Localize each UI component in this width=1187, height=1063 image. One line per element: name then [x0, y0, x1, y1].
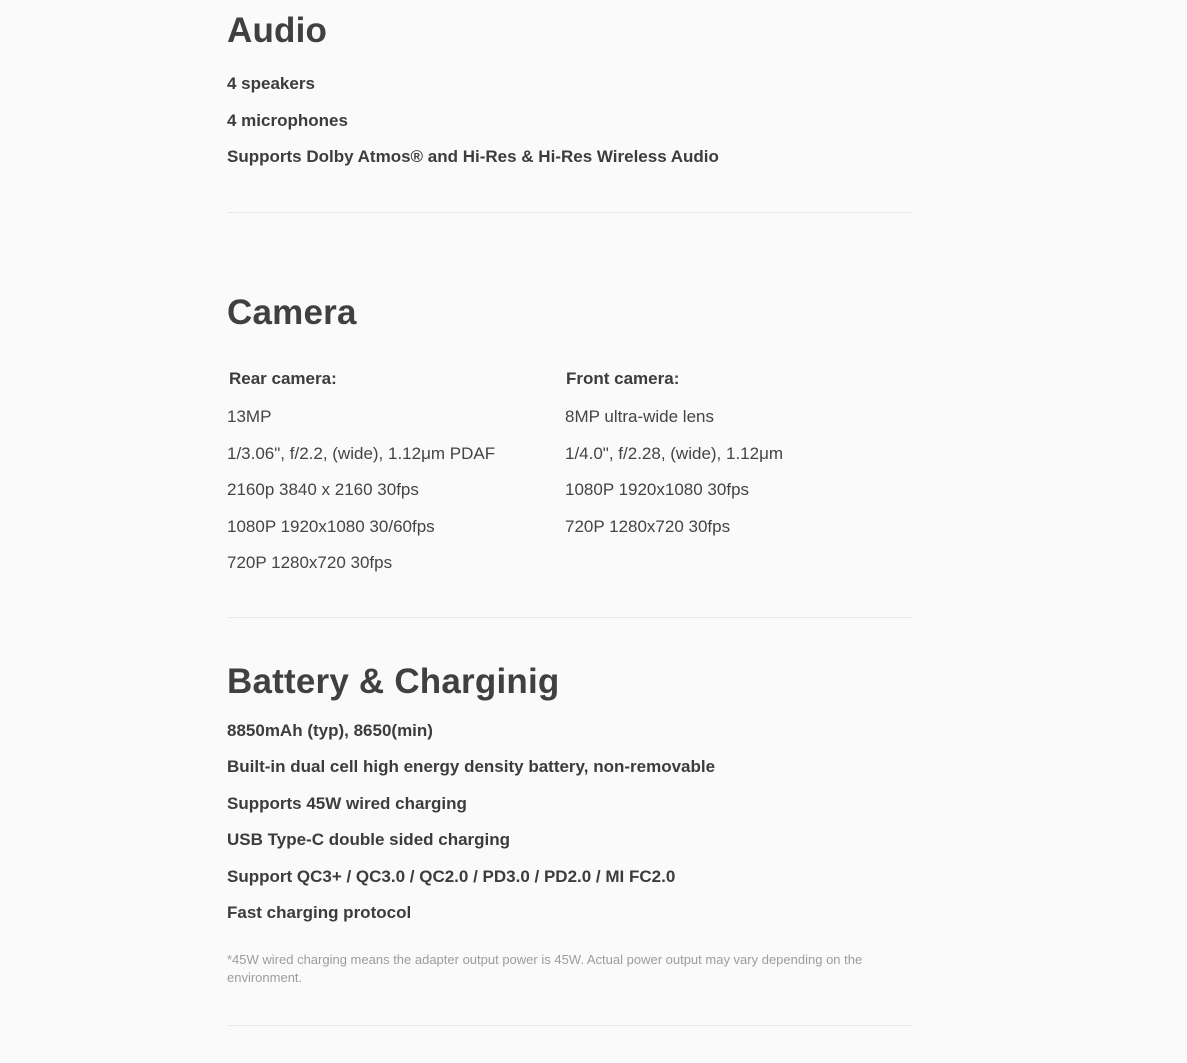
camera-heading: Camera [227, 293, 357, 332]
audio-item-dolby: Supports Dolby Atmos® and Hi-Res & Hi-Res Wireless Audio [227, 147, 719, 166]
audio-item-speakers: 4 speakers [227, 74, 315, 93]
battery-divider [228, 1025, 912, 1026]
battery-item: USB Type-C double sided charging [227, 830, 511, 849]
front-camera-title: Front camera: [566, 369, 680, 388]
front-camera-item: 1080P 1920x1080 30fps [565, 480, 750, 499]
rear-camera-item: 13MP [227, 407, 272, 426]
rear-camera-title: Rear camera: [229, 369, 337, 388]
battery-item: Fast charging protocol [227, 903, 412, 922]
charging-footnote: *45W wired charging means the adapter output power is 45W. Actual power output may vary depending on the environment. [227, 952, 863, 985]
battery-heading: Battery & Charginig [227, 662, 560, 701]
audio-divider [228, 212, 912, 213]
rear-camera-item: 2160p 3840 x 2160 30fps [227, 480, 419, 499]
battery-item: Built-in dual cell high energy density battery, non-removable [227, 757, 716, 776]
battery-item: 8850mAh (typ), 8650(min) [227, 721, 433, 740]
rear-camera-item: 1/3.06", f/2.2, (wide), 1.12μm PDAF [227, 444, 496, 463]
audio-heading: Audio [227, 11, 328, 50]
camera-divider [228, 617, 912, 618]
battery-item: Support QC3+ / QC3.0 / QC2.0 / PD3.0 / PD2.0 / MI FC2.0 [227, 867, 676, 886]
front-camera-item: 1/4.0", f/2.28, (wide), 1.12μm [565, 444, 784, 463]
rear-camera-item: 720P 1280x720 30fps [227, 553, 393, 572]
audio-item-microphones: 4 microphones [227, 111, 348, 130]
rear-camera-item: 1080P 1920x1080 30/60fps [227, 517, 435, 536]
front-camera-item: 720P 1280x720 30fps [565, 517, 731, 536]
front-camera-item: 8MP ultra-wide lens [565, 407, 714, 426]
battery-item: Supports 45W wired charging [227, 794, 467, 813]
